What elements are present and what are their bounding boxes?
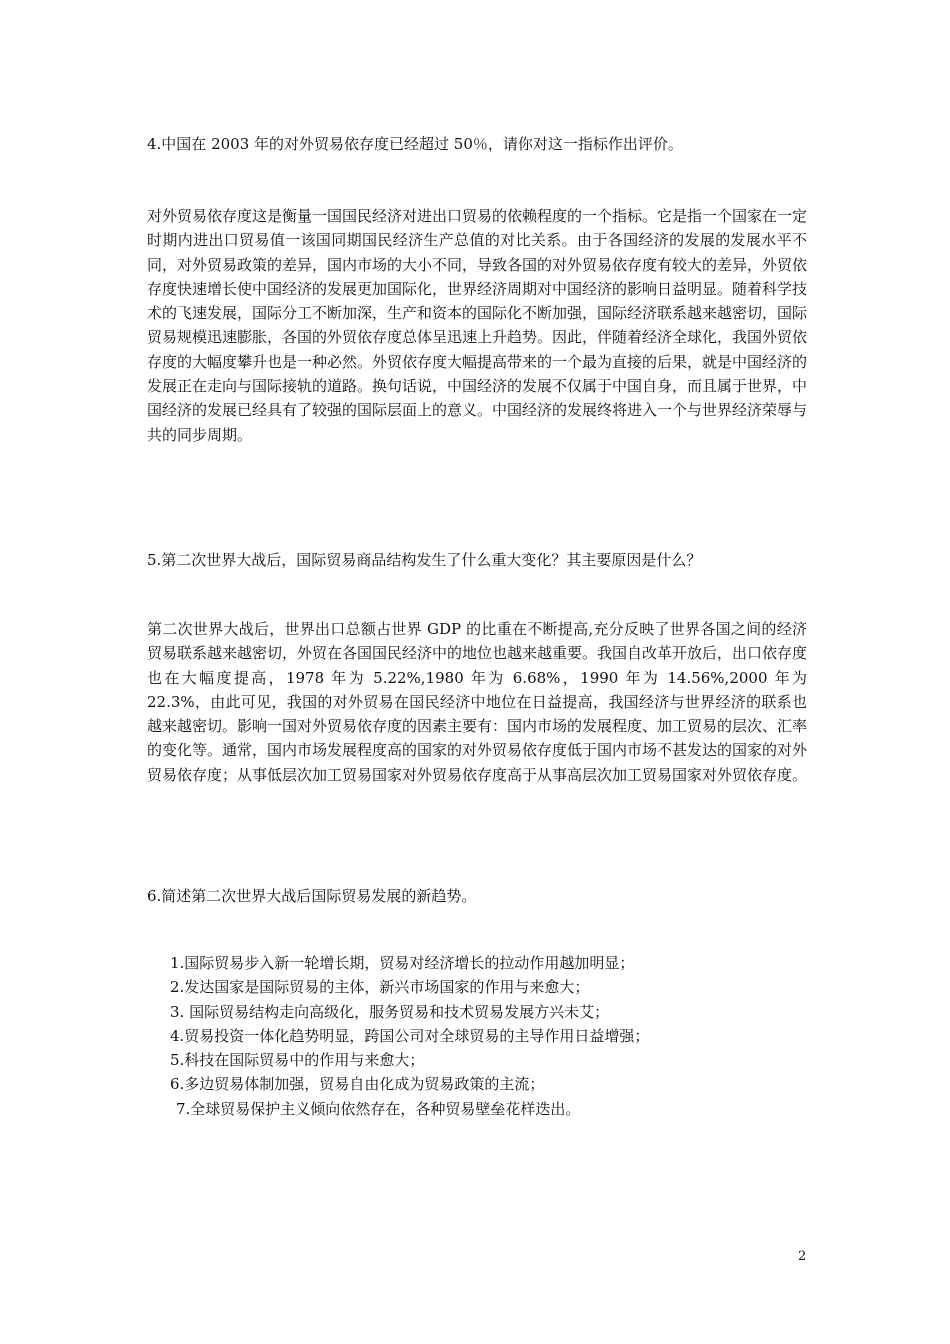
list-item: 4.贸易投资一体化趋势明显，跨国公司对全球贸易的主导作用日益增强；: [170, 1026, 650, 1045]
list-item: 7.全球贸易保护主义倾向依然存在，各种贸易壁垒花样迭出。: [176, 1099, 581, 1118]
question-5: 5.第二次世界大战后，国际贸易商品结构发生了什么重大变化？其主要原因是什么？: [147, 551, 702, 569]
list-item: 2.发达国家是国际贸易的主体，新兴市场国家的作用与来愈大；: [170, 978, 590, 997]
list-item: 3. 国际贸易结构走向高级化，服务贸易和技术贸易发展方兴未艾；: [170, 1002, 610, 1021]
page-number: 2: [798, 1249, 807, 1264]
question-4: 4.中国在 2003 年的对外贸易依存度已经超过 50％，请你对这一指标作出评价。: [147, 135, 683, 153]
list-item: 6.多边贸易体制加强，贸易自由化成为贸易政策的主流；: [170, 1075, 545, 1094]
answer-4: 对外贸易依存度这是衡量一国国民经济对进出口贸易的依赖程度的一个指标。它是指一个国家在一定时期内进出口贸易值一该国同期国民经济生产总值的对比关系。由于各国经济的发展的发展水平不同，对外贸易政策的差异，国内市场的大小不同，导致各国的对外贸易依存度有较大的差异，外贸依存度快速增长使中国经济的发展更加国际化，世界经济周期对中国经济的影响日益明显。随着科学技术的飞速发展，国际分工不断加深，生产和资本的国际化不断加强，国际经济联系越来越密切，国际贸易规模迅速膨胀，各国的外贸依存度总体呈迅速上升趋势。因此，伴随着经济全球化，我国外贸依存度的大幅度攀升也是一种必然。外贸依存度大幅提高带来的一个最为直接的后果，就是中国经济的发展正在走向与国际接轨的道路。换句话说，中国经济的发展不仅属于中国自身，而且属于世界，中国经济的发展已经具有了较强的国际层面上的意义。中国经济的发展终将进入一个与世界经济荣辱与共的同步周期。: [147, 207, 808, 444]
answer-5: 第二次世界大战后，世界出口总额占世界 GDP 的比重在不断提高,充分反映了世界各国之间的经济贸易联系越来越密切，外贸在各国国民经济中的地位也越来越重要。我国自改革开放后，出口依存度也在大幅度提高，1978 年为 5.22%,1980 年为 6.68%，1990 年为 14.56%,2000 年为 22.3%，由此可见，我国的对外贸易在国民经济中地位在日益提高，我国经济与世界经济的联系也越来越密切。影响一国对外贸易依存度的因素主要有：国内市场的发展程度、加工贸易的层次、汇率的变化等。通常，国内市场发展程度高的国家的对外贸易依存度低于国内市场不甚发达的国家的对外贸易依存度；从事低层次加工贸易国家对外贸易依存度高于从事高层次加工贸易国家对外贸依存度。: [147, 620, 808, 784]
list-item: 5.科技在国际贸易中的作用与来愈大；: [170, 1051, 425, 1070]
trend-list: [170, 951, 790, 1121]
question-6: 6.简述第二次世界大战后国际贸易发展的新趋势。: [147, 887, 477, 905]
list-item: 1.国际贸易步入新一轮增长期，贸易对经济增长的拉动作用越加明显；: [170, 954, 635, 972]
